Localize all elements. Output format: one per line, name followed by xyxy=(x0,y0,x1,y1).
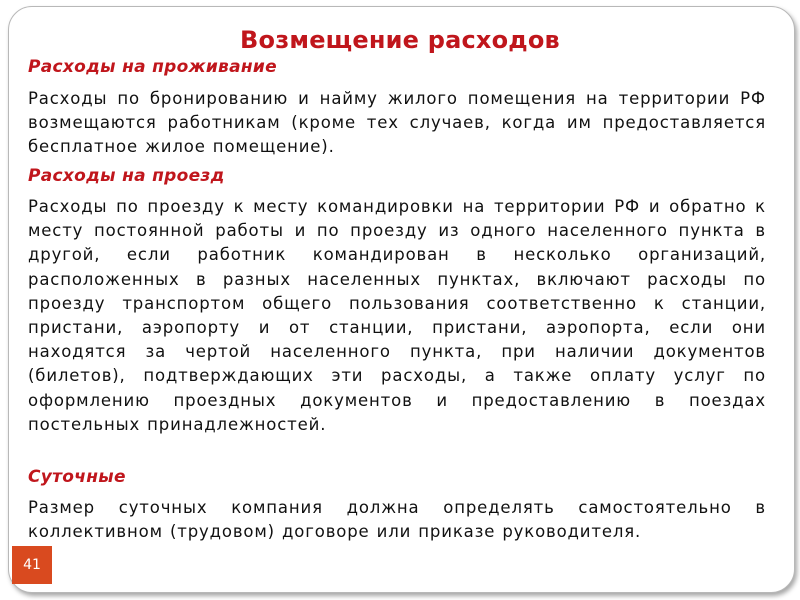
section-heading-travel: Расходы на проезд xyxy=(28,166,225,186)
section-heading-accommodation: Расходы на проживание xyxy=(28,57,277,77)
section-text-accommodation: Расходы по бронированию и найму жилого помещения на территории РФ возмещаются работникам (кроме тех случаев, когда им предоставляется бесплатное жилое помещение). xyxy=(28,89,766,157)
slide-title: Возмещение расходов xyxy=(240,26,560,54)
page-number-badge: 41 xyxy=(12,546,52,584)
section-heading-per-diem: Суточные xyxy=(28,467,126,487)
section-text-per-diem: Размер суточных компания должна определять самостоятельно в коллективном (трудовом) договоре или приказе руководителя. xyxy=(28,498,766,542)
section-text-travel: Расходы по проезду к месту командировки на территории РФ и обратно к месту постоянной работы и по проезду из одного населенного пункта в другой, если работник командирован в несколько организаций, расположенных в разных населенных пунктах, включают расходы по проезду транспортом общего пользования соответственно к станции, пристани, аэропорту и от станции, пристани, аэропорта, если они находятся за чертой населенного пункта, при наличии документов (билетов), подтверждающих эти расходы, а также оплату услуг по оформлению проездных документов и предоставлению в поездах постельных принадлежностей. xyxy=(28,197,766,434)
